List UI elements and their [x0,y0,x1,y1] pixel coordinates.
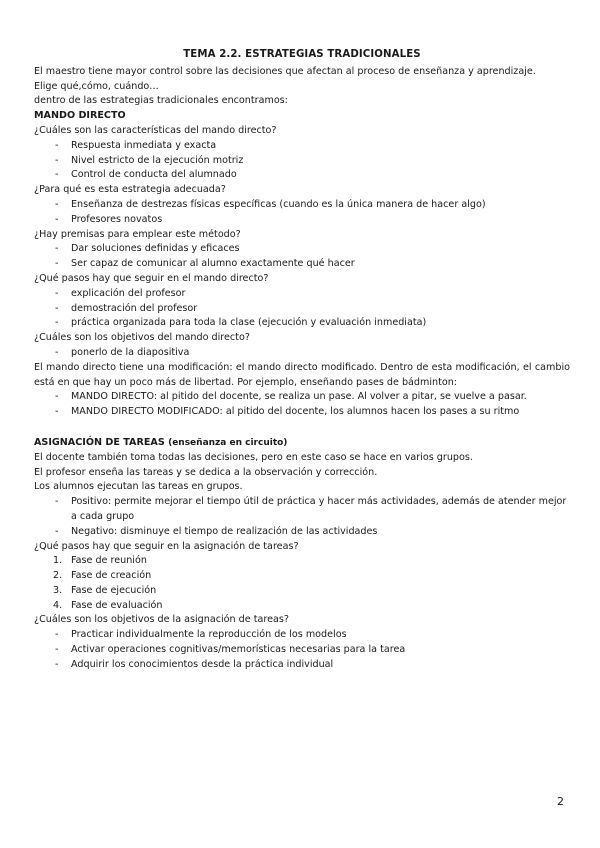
asignacion-heading-sub: (enseñanza en circuito) [168,437,288,448]
asignacion-heading-main: ASIGNACIÓN DE TAREAS [34,436,165,448]
step-number: 2. [53,570,63,582]
document-page [34,48,570,673]
mando-q4-list [34,287,570,331]
list-item: - Enseñanza de destrezas físicas específicas (cuando es la única manera de hacer algo) [34,198,570,213]
list-item: - Activar operaciones cognitivas/memorísticas necesarias para la tarea [34,643,570,658]
mando-q3-list [34,242,570,272]
list-item: - Dar soluciones definidas y eficaces [34,242,570,257]
asignacion-heading [34,436,570,451]
list-item: - Control de conducta del alumnado [34,168,570,183]
list-item: - MANDO DIRECTO: al pitido del docente, se realiza un pase. Al volver a pitar, se vuelve a pasar. [34,390,570,405]
step-label: Fase de evaluación [71,599,163,611]
asignacion-line-2: El profesor enseña las tareas y se dedica a la observación y corrección. [34,466,378,478]
mando-q2-list [34,198,570,228]
mando-modified-paragraph: El mando directo tiene una modificación: el mando directo modificado. Dentro de esta modificación, el cambio está en que hay un poco más de libertad. Por ejemplo, enseñando pases de bádminton: [34,361,570,388]
mando-modified-list [34,390,570,420]
mando-q5-list [34,346,570,361]
step-label: Fase de creación [71,570,152,582]
intro-line-3: dentro de las estrategias tradicionales encontramos: [34,95,288,107]
list-item: - Nivel estricto de la ejecución motriz [34,154,570,169]
mando-q1-list [34,139,570,183]
intro-line-2: Elige qué,cómo, cuándo… [34,80,159,92]
asignacion-steps-list [34,554,570,613]
asignacion-q2-list [34,628,570,672]
step-label: Fase de reunión [71,555,147,567]
list-item: - Positivo: permite mejorar el tiempo útil de práctica y hacer más actividades, además de atender mejor a cada grupo [34,495,570,525]
page-number: 2 [557,795,564,808]
mando-q3: ¿Hay premisas para emplear este método? [34,228,241,240]
list-item: - Ser capaz de comunicar al alumno exactamente qué hacer [34,257,570,272]
list-item: - explicación del profesor [34,287,570,302]
step-number: 4. [53,599,63,611]
asignacion-line-3: Los alumnos ejecutan las tareas en grupos. [34,481,243,493]
asignacion-pros-cons-list [34,495,570,539]
asignacion-line-1: El docente también toma todas las decisiones, pero en este caso se hace en varios grupos. [34,451,473,463]
list-item: - ponerlo de la diapositiva [34,346,570,361]
step-number: 1. [53,555,63,567]
list-item [34,569,570,584]
asignacion-q2: ¿Cuáles son los objetivos de la asignación de tareas? [34,614,289,626]
list-item: - Negativo: disminuye el tiempo de realización de las actividades [34,525,570,540]
list-item [34,599,570,614]
list-item: - práctica organizada para toda la clase (ejecución y evaluación inmediata) [34,316,570,331]
mando-directo-heading: MANDO DIRECTO [34,110,126,122]
mando-q5: ¿Cuáles son los objetivos del mando directo? [34,332,250,344]
list-item: - Profesores novatos [34,213,570,228]
list-item [34,554,570,569]
step-label: Fase de ejecución [71,584,157,596]
list-item: - Adquirir los conocimientos desde la práctica individual [34,658,570,673]
list-item: - Respuesta inmediata y exacta [34,139,570,154]
step-number: 3. [53,584,63,596]
mando-q2: ¿Para qué es esta estrategia adecuada? [34,184,226,196]
mando-q4: ¿Qué pasos hay que seguir en el mando directo? [34,272,269,284]
intro-line-1: El maestro tiene mayor control sobre las decisiones que afectan al proceso de enseñanza y aprendizaje. [34,65,536,77]
list-item [34,584,570,599]
list-item: - MANDO DIRECTO MODIFICADO: al pitido del docente, los alumnos hacen los pases a su ritmo [34,405,570,420]
list-item: - Practicar individualmente la reproducción de los modelos [34,628,570,643]
document-title: TEMA 2.2. ESTRATEGIAS TRADICIONALES [183,49,421,60]
asignacion-q1: ¿Qué pasos hay que seguir en la asignación de tareas? [34,540,299,552]
list-item: - demostración del profesor [34,302,570,317]
mando-q1: ¿Cuáles son las características del mando directo? [34,124,277,136]
